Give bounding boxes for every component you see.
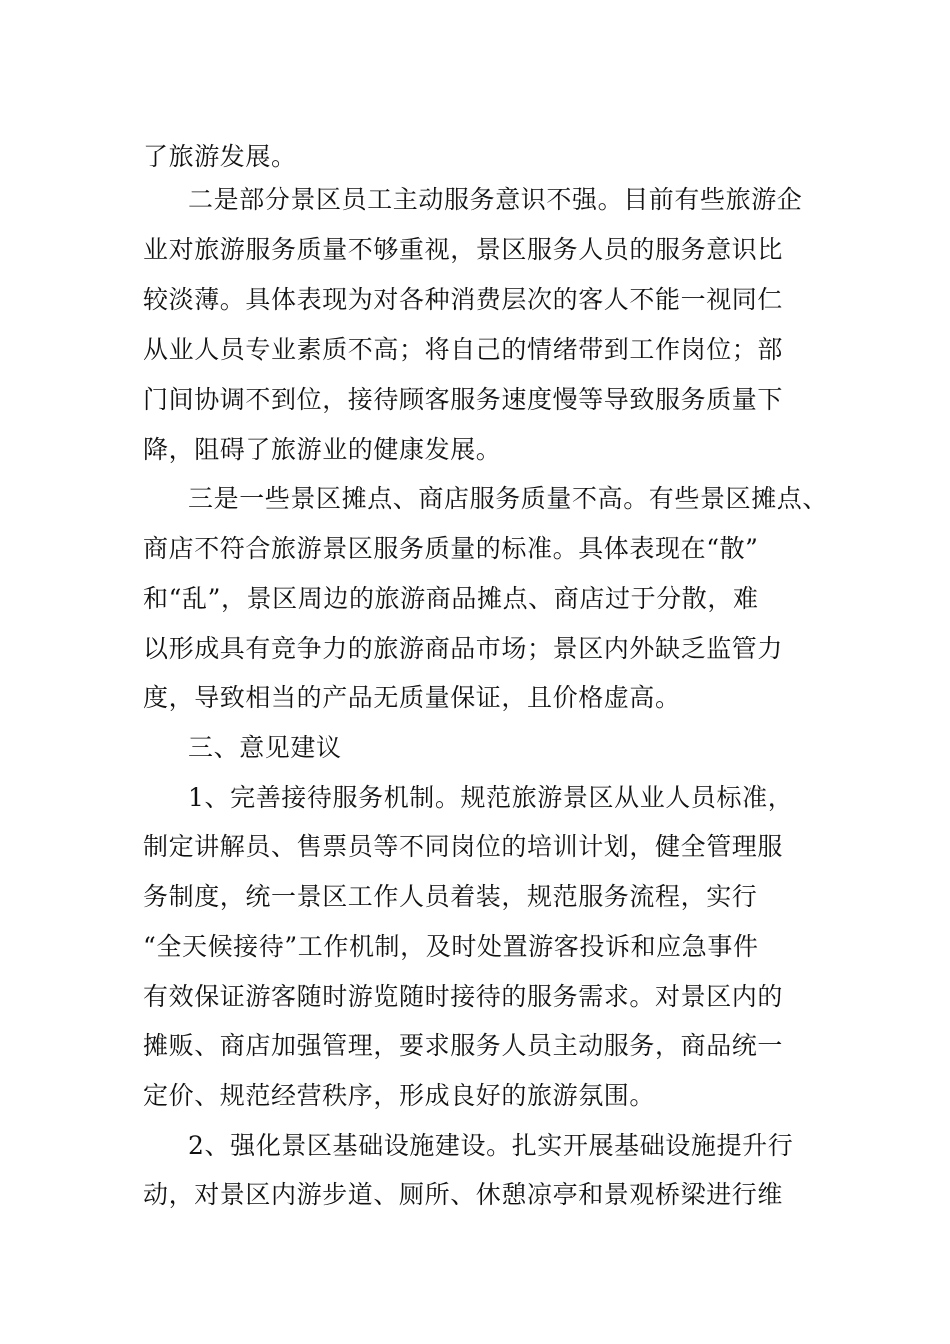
paragraph-line: 二是部分景区员工主动服务意识不强。目前有些旅游企 — [188, 185, 803, 214]
paragraph-line: 定价、规范经营秩序，形成良好的旅游氛围。 — [143, 1081, 656, 1110]
paragraph-line: 三是一些景区摊点、商店服务质量不高。有些景区摊点、 — [188, 484, 829, 513]
paragraph-line: 和“乱”，景区周边的旅游商品摊点、商店过于分散，难 — [143, 584, 759, 613]
paragraph-line: “全天候接待”工作机制，及时处置游客投诉和应急事件 — [143, 932, 759, 961]
paragraph-line: 从业人员专业素质不高；将自己的情绪带到工作岗位；部 — [143, 335, 784, 364]
paragraph-line: 业对旅游服务质量不够重视，景区服务人员的服务意识比 — [143, 235, 784, 264]
paragraph-line: 有效保证游客随时游览随时接待的服务需求。对景区内的 — [143, 982, 784, 1011]
paragraph-line: 较淡薄。具体表现为对各种消费层次的客人不能一视同仁 — [143, 285, 784, 314]
paragraph-line: 商店不符合旅游景区服务质量的标准。具体表现在“散” — [143, 534, 759, 563]
paragraph-line: 度，导致相当的产品无质量保证，且价格虚高。 — [143, 683, 681, 712]
paragraph-line: 2、强化景区基础设施建设。扎实开展基础设施提升行 — [188, 1131, 794, 1160]
paragraph-line: 以形成具有竞争力的旅游商品市场；景区内外缺乏监管力 — [143, 634, 784, 663]
paragraph-line: 务制度，统一景区工作人员着装，规范服务流程，实行 — [143, 882, 758, 911]
paragraph-line: 制定讲解员、售票员等不同岗位的培训计划，健全管理服 — [143, 832, 784, 861]
paragraph-line: 门间协调不到位，接待顾客服务速度慢等导致服务质量下 — [143, 385, 784, 414]
paragraph-line: 摊贩、商店加强管理，要求服务人员主动服务，商品统一 — [143, 1031, 784, 1060]
paragraph-line: 降，阻碍了旅游业的健康发展。 — [143, 435, 502, 464]
paragraph-line: 1、完善接待服务机制。规范旅游景区从业人员标准， — [188, 783, 794, 812]
paragraph-line: 了旅游发展。 — [143, 142, 297, 171]
paragraph-line: 动，对景区内游步道、厕所、休憩凉亭和景观桥梁进行维 — [143, 1180, 784, 1209]
section-heading: 三、意见建议 — [188, 733, 342, 762]
